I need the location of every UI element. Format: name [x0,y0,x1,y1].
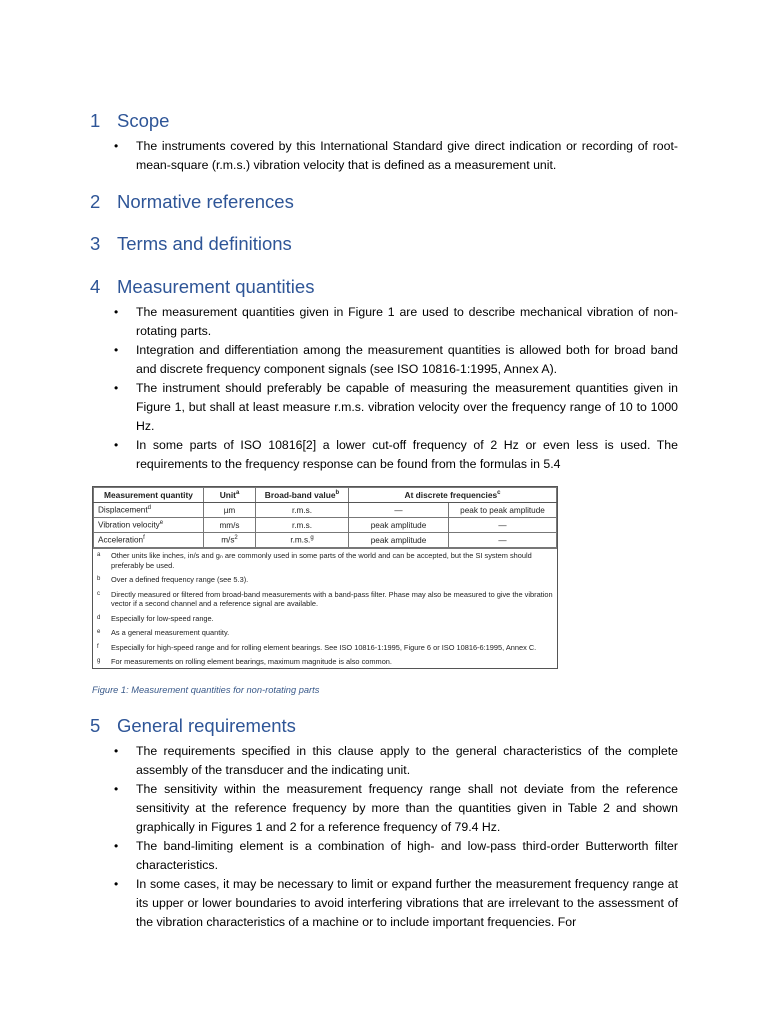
table-row: Acceleration$^f$ $m/s^2$ r.m.s.$^g$ peak amplitude — [94,533,557,548]
heading-general-requirements: 5 General requirements [90,715,296,736]
scope-list [114,137,678,175]
footnote: g For measurements on rolling element bearings, maximum magnitude is also common. [97,657,392,666]
footnote: f Especially for high-speed range and for rolling element bearings. See ISO 10816-1:1995, Figure 6 or ISO 10816-6:1995, Annex C. [97,642,537,652]
list-item: • In some cases, it may be necessary to limit or expand further the measurement frequency range at its upper or lower boundaries to avoid interfering vibrations that are irrelevant to the assessment of the vibration characteristics of a machine or to include important frequencies. For [114,875,678,932]
list-item: • In some parts of ISO 10816[2] a lower cut-off frequency of 2 Hz or even less is used. The requirements to the frequency response can be found from the formulas in 5.4 [114,436,678,474]
col-broad-band: Broad-band value$^b$ [256,488,349,503]
footnote: c Directly measured or filtered from broad-band measurements with a band-pass filter. Phase may also be measured to give the vibration vector if a second channel and a reference signal are available. [97,589,553,608]
measurement-quantities-list [114,303,678,474]
list-item: • Integration and differentiation among the measurement quantities is allowed both for broad band and discrete frequency component signals (see ISO 10816-1:1995, Annex A). [114,341,678,379]
footnote: e As a general measurement quantity. [97,628,230,637]
heading-terms-definitions: 3 Terms and definitions [90,233,292,254]
list-item: • The band-limiting element is a combination of high- and low-pass third-order Butterworth filter characteristics. [114,837,678,875]
col-discrete: At discrete frequencies$^c$ [349,488,557,503]
footnote: a Other units like inches, in/s and gₙ are commonly used in some parts of the world and can be accepted, but the SI system should preferably be used. [97,551,532,570]
list-item: • The instrument should preferably be capable of measuring the measurement quantities given in Figure 1, but shall at least measure r.m.s. vibration velocity over the frequency range of 10 to 1000 Hz. [114,379,678,436]
list-item: • The requirements specified in this clause apply to the general characteristics of the complete assembly of the transducer and the indicating unit. [114,742,678,780]
table-row: Displacement$^d$ µm r.m.s. — peak to peak amplitude [94,503,557,518]
col-quantity: Measurement quantity [94,488,204,503]
col-unit: Unit$^a$ [204,488,256,503]
heading-measurement-quantities: 4 Measurement quantities [90,276,315,297]
table-footnotes [93,548,557,667]
list-item: • The instruments covered by this International Standard give direct indication or recording of root-mean-square (r.m.s.) vibration velocity that is defined as a measurement unit. [114,137,678,175]
footnote: b Over a defined frequency range (see 5.3). [97,575,249,584]
table-header-row [94,488,557,503]
heading-scope: 1 Scope [90,110,170,131]
footnote: d Especially for low-speed range. [97,613,214,623]
heading-normative-references: 2 Normative references [90,191,294,212]
figure-caption: Figure 1: Measurement quantities for non-rotating parts [92,685,320,695]
list-item: • The measurement quantities given in Figure 1 are used to describe mechanical vibration of non-rotating parts. [114,303,678,341]
list-item: • The sensitivity within the measurement frequency range shall not deviate from the reference sensitivity at the reference frequency by more than the quantities given in Table 2 and shown graphically in Figures 1 and 2 for a reference frequency of 79.4 Hz. [114,780,678,837]
table-row: Vibration velocity$^e$ mm/s r.m.s. peak amplitude — [94,518,557,533]
general-requirements-list [114,742,678,932]
measurement-quantities-table [92,486,558,669]
